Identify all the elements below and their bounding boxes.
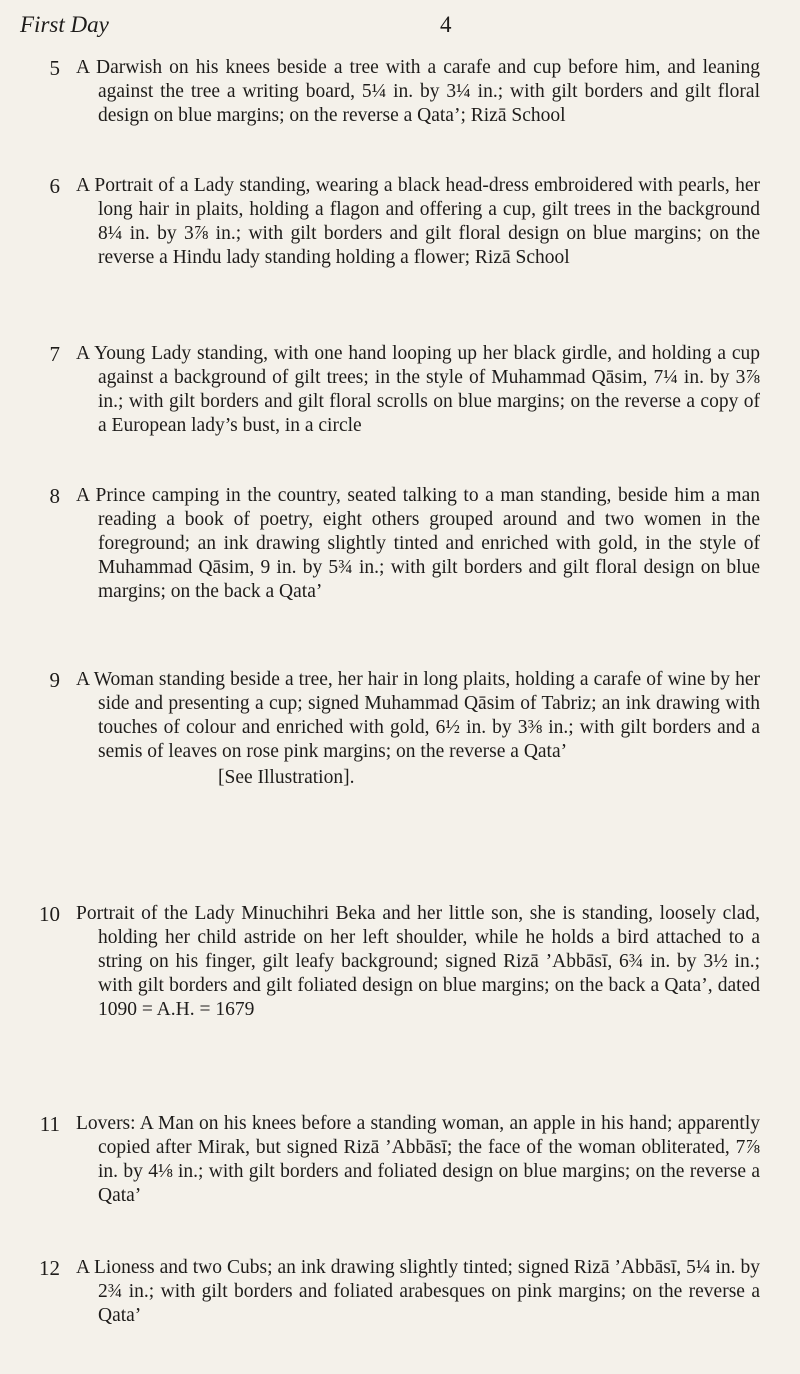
lot-description: A Darwish on his knees beside a tree with a carafe and cup before him, and leaning against the tree a writing board, 5¼ in. by 3¼ in.; with gilt borders and gilt floral design on blue margins; on the reverse a Qata’; Rizā School [76,57,760,126]
running-title: First Day [20,12,109,37]
lot-description: A Portrait of a Lady standing, wearing a black head-dress embroidered with pearls, her long hair in plaits, holding a flagon and offering a cup, gilt trees in the background 8¼ in. by 3⅞ in.; with gilt borders and gilt floral design on blue margins; on the reverse a Hindu lady standing holding a flower; Rizā School [76,175,760,268]
page-header [20,12,780,48]
lot-number: 6 [49,174,60,198]
lot-number: 12 [39,1256,60,1280]
illustration-reference: [See Illustration]. [218,767,355,788]
lot-description [76,668,760,790]
lot-number: 11 [39,1112,60,1136]
lot-description: Lovers: A Man on his knees before a standing woman, an apple in his hand; apparently copied after Mirak, but signed Rizā ’Abbāsī; the face of the woman obliterated, 7⅞ in. by 4⅛ in.; with gilt borders and foliated design on blue margins; on the reverse a Qata’ [76,1113,760,1206]
lot-description: A Lioness and two Cubs; an ink drawing slightly tinted; signed Rizā ’Abbāsī, 5¼ in. by 2¾ in.; with gilt borders and foliated arabesques on pink margins; on the reverse a Qata’ [76,1257,760,1326]
page-number: 4 [440,12,452,37]
lot-description: A Prince camping in the country, seated talking to a man standing, beside him a man reading a book of poetry, eight others grouped around and two women in the foreground; an ink drawing slightly tinted and enriched with gold, in the style of Muhammad Qāsim, 9 in. by 5¾ in.; with gilt borders and gilt floral design on blue margins; on the back a Qata’ [76,485,760,602]
lot-description: Portrait of the Lady Minuchihri Beka and her little son, she is standing, loosely clad, holding her child astride on her left shoulder, while he holds a bird attached to a string on his finger, gilt leafy background; signed Rizā ’Abbāsī, 6¾ in. by 3½ in.; with gilt borders and gilt foliated design on blue margins; on the back a Qata’, dated 1090 = A.H. = 1679 [76,903,760,1020]
lot-description: A Young Lady standing, with one hand looping up her black girdle, and holding a cup against a background of gilt trees; in the style of Muhammad Qāsim, 7¼ in. by 3⅞ in.; with gilt borders and gilt floral scrolls on blue margins; on the reverse a copy of a European lady’s bust, in a circle [76,343,760,436]
lot-number: 7 [49,342,60,366]
lot-number: 8 [49,484,60,508]
lot-number: 9 [49,668,60,692]
lot-description-text: A Woman standing beside a tree, her hair in long plaits, holding a carafe of wine by her side and presenting a cup; signed Muhammad Qāsim of Tabriz; an ink drawing with touches of colour and enriched with gold, 6½ in. by 3⅜ in.; with gilt borders and a semis of leaves on rose pink margins; on the reverse a Qata’ [76,669,760,762]
lot-number: 10 [39,902,60,926]
lot-number: 5 [49,56,60,80]
